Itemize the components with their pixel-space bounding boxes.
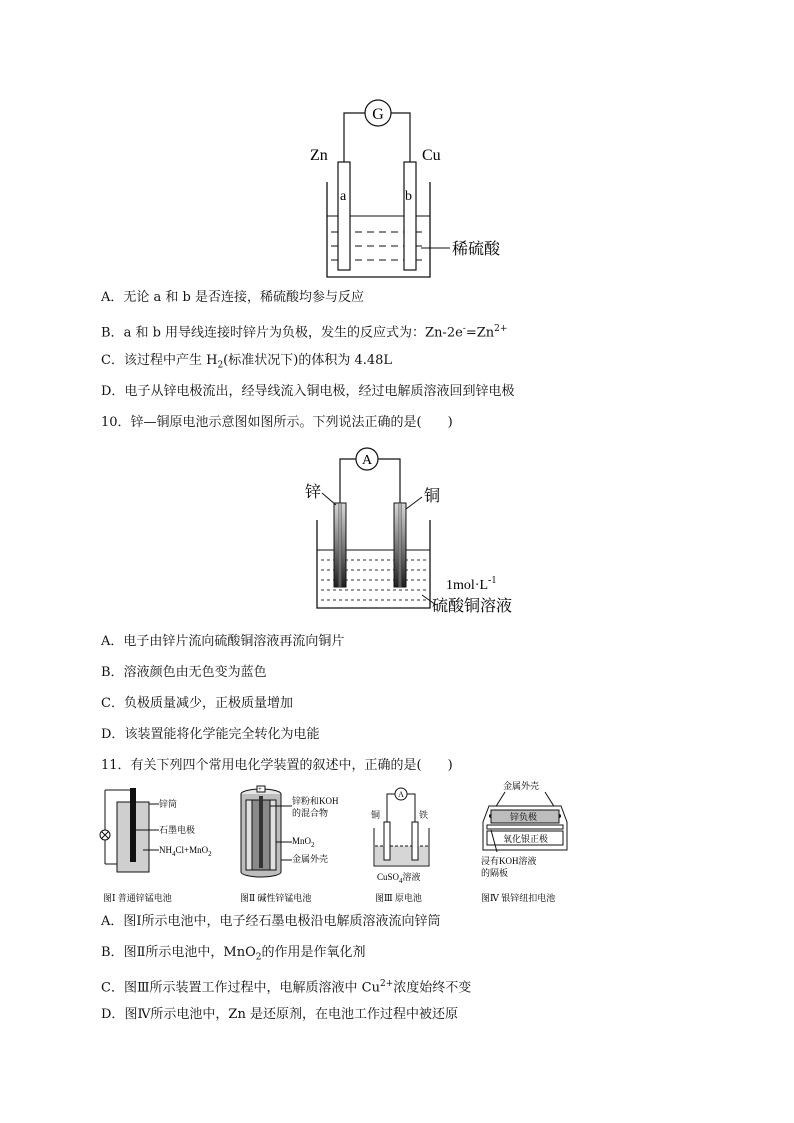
svg-text:锌筒: 锌筒 [159,799,178,809]
zinc-label: 锌 [305,484,322,501]
svg-text:浸有KOH溶液: 浸有KOH溶液 [481,856,537,866]
svg-text:NH4Cl+MnO2: $NH_4Cl+MnO_2$ [159,845,212,858]
svg-text:+: + [258,785,262,793]
svg-text:的隔板: 的隔板 [481,868,509,878]
mark-a: a [340,189,347,204]
svg-text:CuSO4溶液: CuSO$_4$溶液 [377,872,421,885]
fig3-caption: 图Ⅲ 原电池 [375,893,422,903]
fig2-caption: 图Ⅱ 碱性锌锰电池 [240,893,312,903]
svg-text:氧化银正极: 氧化银正极 [503,834,549,844]
svg-text:金属外壳: 金属外壳 [292,854,329,864]
svg-text:MnO2: MnO$_2$ [292,836,315,849]
q11-option-a: A．图Ⅰ所示电池中，电子经石墨电极沿电解质溶液流向锌筒 [101,914,441,929]
mark-b: b [405,189,412,204]
copper-label: 铜 [424,488,441,505]
q11-option-b: B．图Ⅱ所示电池中，MnO$_2$的作用是作氧化剂 [101,945,366,963]
q11-fig2 [232,782,362,907]
q9-option-d: D．电子从锌电极流出，经导线流入铜电极，经过电解质溶液回到锌电极 [101,384,515,399]
svg-text:铁: 铁 [419,810,429,820]
q11-fig1 [95,782,235,907]
svg-text:石墨电极: 石墨电极 [159,825,196,835]
galvanometer-label: G [372,106,384,123]
q9-solution-label: 稀硫酸 [452,241,501,258]
q10-figure [300,445,530,617]
q11-option-d: D．图Ⅳ所示电池中，Zn 是还原剂，在电池工作过程中被还原 [101,1007,458,1022]
svg-text:A: A [398,790,404,799]
fig4-caption: 图Ⅳ 银锌纽扣电池 [481,893,556,903]
svg-text:金属外壳: 金属外壳 [503,781,540,791]
q10-option-c: C．负极质量减少，正极质量增加 [101,696,293,711]
zn-label: Zn [310,147,328,164]
q11-fig3 [367,782,457,907]
q9-option-a: A．无论 a 和 b 是否连接，稀硫酸均参与反应 [101,290,364,305]
wire-right [391,113,410,162]
svg-text:铜: 铜 [371,810,381,820]
q10-stem: 10．锌—铜原电池示意图如图所示。下列说法正确的是( ) [101,415,453,430]
ammeter-label: A [361,453,373,468]
graphite-rod [130,788,136,862]
q9-option-b: B．a 和 b 用导线连接时锌片为负极，发生的反应式为：$Zn-2e^-=Zn^{2+}$ [101,324,508,341]
cu-electrode [404,162,416,270]
q10-option-d: D．该装置能将化学能完全转化为电能 [101,727,320,742]
svg-text:锌负极: 锌负极 [510,812,538,822]
q10-solution-label: 硫酸铜溶液 [432,598,513,615]
cu-label: Cu [422,147,441,164]
conc-label: $1mol\cdot L^{-1}$ [446,575,497,593]
q9-figure [300,90,530,285]
q11-stem: 11．有关下列四个常用电化学装置的叙述中，正确的是( ) [101,758,453,773]
q9-option-c: C．该过程中产生 $H_2$(标准状况下)的体积为 4.48L [101,353,393,371]
q10-option-b: B．溶液颜色由无色变为蓝色 [101,665,267,680]
q11-option-c: C．图Ⅲ所示装置工作过程中，电解质溶液中 $Cu^{2+}$浓度始终不变 [101,979,472,996]
svg-text:锌粉和KOH: 锌粉和KOH [292,796,339,806]
svg-text:的混合物: 的混合物 [292,808,329,818]
wire-left [344,113,365,162]
fig1-caption: 图Ⅰ 普通锌锰电池 [103,893,172,903]
zn-electrode [338,162,350,270]
q10-option-a: A．电子由锌片流向硫酸铜溶液再流向铜片 [101,634,345,649]
q11-fig4 [477,778,597,907]
